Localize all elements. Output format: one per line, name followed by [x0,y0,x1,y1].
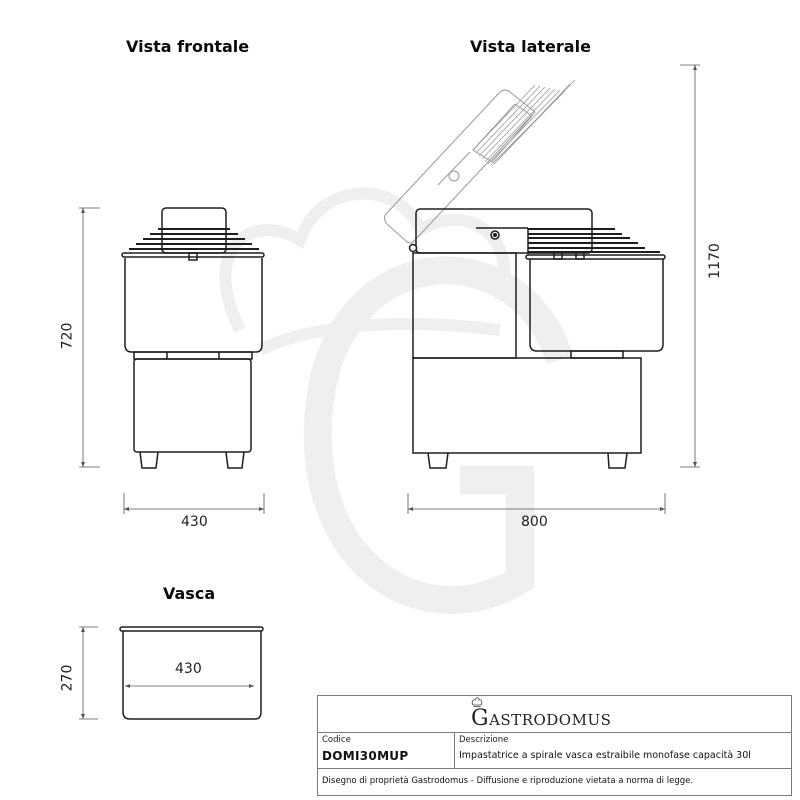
brand-initial: G [471,706,490,731]
side-height-label: 1170 [706,243,723,279]
title-block [317,695,792,796]
brand-logo [471,706,611,731]
side-dimensions [408,65,700,514]
side-foot-left [428,453,448,468]
code-cell [318,733,455,768]
side-base [413,358,641,453]
description-label: Descrizione [459,735,509,745]
front-width-label: 430 [181,514,208,530]
front-height-label: 720 [59,322,76,350]
side-bowl-rim [526,255,665,259]
side-width-label: 800 [521,514,548,530]
title-block-logo-row [318,696,791,733]
code-label: Codice [322,735,351,745]
bowl-dimensions [79,627,254,719]
front-view-title: Vista frontale [126,37,250,56]
bowl-view-title: Vasca [163,584,216,603]
description-value: Impastatrice a spirale vasca estraibile monofase capacità 30l [459,750,751,761]
chef-hat-icon [471,697,483,709]
front-base [134,359,251,452]
side-view-title: Vista laterale [470,37,591,56]
title-block-info-row [318,733,791,769]
watermark-logo [225,194,560,600]
side-foot-right [608,453,627,468]
description-cell [455,733,791,768]
front-view-drawing [122,208,264,468]
front-foot-right [226,452,244,468]
copyright-notice: Disegno di proprietà Gastrodomus - Diffusione e riproduzione vietata a norma di legge. [322,776,694,786]
front-foot-left [140,452,158,468]
front-bowl [125,258,262,352]
side-hinge [410,245,417,252]
code-value: DOMI30MUP [322,749,409,763]
bowl-height-label: 270 [59,664,76,692]
brand-name: ASTRODOMUS [489,711,612,729]
front-head-cap [162,208,226,253]
bowl-width-label: 430 [175,661,202,677]
